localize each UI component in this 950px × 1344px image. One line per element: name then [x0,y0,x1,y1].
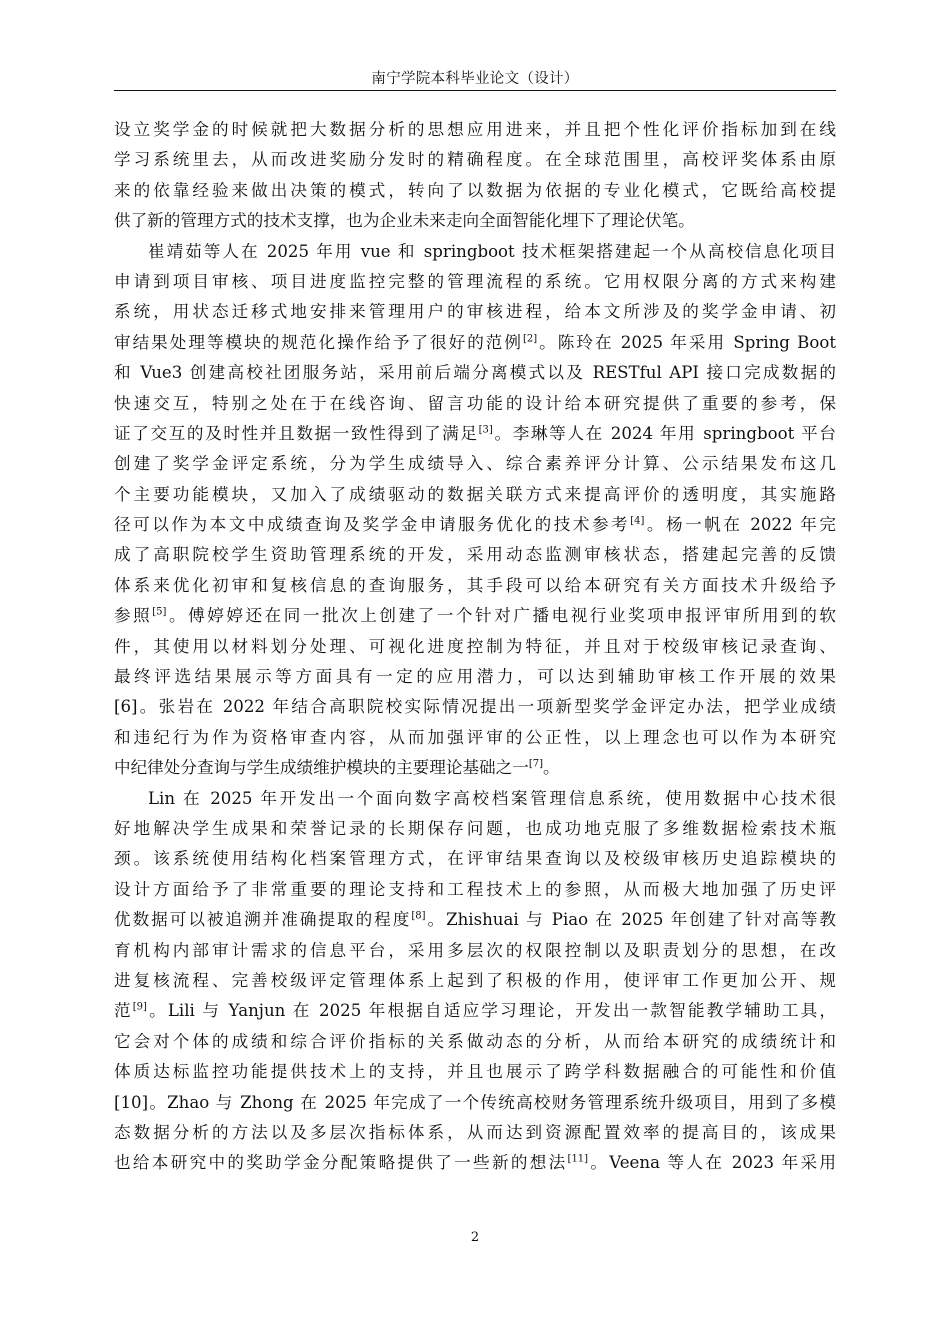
page-number: 2 [470,1230,480,1245]
text-line: 体系来优化初审和复核信息的查询服务，其手段可以给本研究有关方面技术升级给予 [114,575,836,595]
text-line: 件，其使用以材料划分处理、可视化进度控制为特征，并且对于校级审核记录查询、 [114,636,836,656]
header-rule [114,90,836,91]
text-line: 成了高职院校学生资助管理系统的开发，采用动态监测审核状态，搭建起完善的反馈 [114,545,836,565]
text-line: 它会对个体的成绩和综合评价指标的关系做动态的分析，从而给本研究的成绩统计和 [114,1031,836,1051]
text-line: [6]。张岩在 2022 年结合高职院校实际情况提出一项新型奖学金评定办法，把学业成绩 [114,697,836,717]
text-line: 体质达标监控功能提供技术上的支持，并且也展示了跨学科数据融合的可能性和价值 [114,1062,836,1082]
text-line: Lin 在 2025 年开发出一个面向数字高校档案管理信息系统，使用数据中心技术很 [148,788,836,808]
text-line: 崔靖茹等人在 2025 年用 vue 和 springboot 技术框架搭建起一个从高校信息化项目 [148,241,836,261]
citation-mark: [11] [567,1153,589,1165]
text-line: 进复核流程、完善校级评定管理体系上起到了积极的作用，使评审工作更加公开、规 [114,970,836,990]
text-line: 供了新的管理方式的技术支撑，也为企业未来走向全面智能化埋下了理论伏笔。 [114,211,695,231]
citation-mark: [8] [411,910,426,922]
text-line: 个主要功能模块，又加入了成绩驱动的数据关联方式来提高评价的透明度，其实施路 [114,484,836,504]
text-line: 优数据可以被追溯并准确提取的程度[8]。Zhishuai 与 Piao 在 2025 年创建了针对高等教 [114,910,837,930]
text-line: 范[9]。Lili 与 Yanjun 在 2025 年根据自适应学习理论，开发出一款智能教学辅助工具， [114,1001,836,1021]
citation-mark: [4] [630,515,645,527]
body-text [114,115,836,1179]
text-line: 态数据分析的方法以及多层次指标体系，从而达到资源配置效率的提高目的，该成果 [114,1122,836,1142]
text-line: 系统，用状态迁移式地安排来管理用户的审核进程，给本文所涉及的奖学金申请、初 [114,302,836,322]
citation-mark: [3] [478,424,493,436]
citation-mark: [5] [152,606,167,618]
text-line: 好地解决学生成果和荣誉记录的长期保存问题，也成功地克服了多维数据检索技术瓶 [114,818,836,838]
text-line: 快速交互，特别之处在于在线咨询、留言功能的设计给本研究提供了重要的参考，保 [114,393,836,413]
text-line: 参照[5]。傅婷婷还在同一批次上创建了一个针对广播电视行业奖项申报评审所用到的软 [114,606,837,626]
text-line: 最终评选结果展示等方面具有一定的应用潜力，可以达到辅助审核工作开展的效果 [114,667,836,687]
page-header: 南宁学院本科毕业论文（设计） [371,71,579,87]
text-line: 学习系统里去，从而改进奖励分发时的精确程度。在全球范围里，高校评奖体系由原 [114,150,836,170]
text-line: 申请到项目审核、项目进度监控完整的管理流程的系统。它用权限分离的方式来构建 [114,271,836,291]
text-line: 和 Vue3 创建高校社团服务站，采用前后端分离模式以及 RESTful API 接口完成数据的 [114,363,836,383]
text-line: 设立奖学金的时候就把大数据分析的思想应用进来，并且把个性化评价指标加到在线 [114,120,836,139]
citation-mark: [2] [523,333,538,345]
text-line: 也给本研究中的奖助学金分配策略提供了一些新的想法[11]。Veena 等人在 2023 年采用 [114,1153,837,1173]
text-line: 中纪律处分查询与学生成绩维护模块的主要理论基础之一[7]。 [114,758,560,778]
text-line: 颈。该系统使用结构化档案管理方式，在评审结果查询以及校级审核历史追踪模块的 [114,849,836,869]
text-line: 审结果处理等模块的规范化操作给予了很好的范例[2]。陈玲在 2025 年采用 Spring Boot [114,332,836,352]
text-line: 设计方面给予了非常重要的理论支持和工程技术上的参照，从而极大地加强了历史评 [114,879,836,899]
text-line: 育机构内部审计需求的信息平台，采用多层次的权限控制以及职责划分的思想，在改 [114,940,836,960]
citation-mark: [7] [528,758,544,770]
text-line: 和违纪行为作为资格审查内容，从而加强评审的公正性，以上理念也可以作为本研究 [114,727,836,747]
citation-mark: [9] [132,1001,147,1013]
text-line: 来的依靠经验来做出决策的模式，转向了以数据为依据的专业化模式，它既给高校提 [114,180,836,200]
text-line: 创建了奖学金评定系统，分为学生成绩导入、综合素养评分计算、公示结果发布这几 [114,454,836,474]
text-line: 证了交互的及时性并且数据一致性得到了满足[3]。李琳等人在 2024 年用 springboot 平台 [114,423,836,443]
text-line: [10]。Zhao 与 Zhong 在 2025 年完成了一个传统高校财务管理系统升级项目，用到了多模 [114,1092,836,1112]
text-line: 径可以作为本文中成绩查询及奖学金申请服务优化的技术参考[4]。杨一帆在 2022 年完 [114,515,837,535]
